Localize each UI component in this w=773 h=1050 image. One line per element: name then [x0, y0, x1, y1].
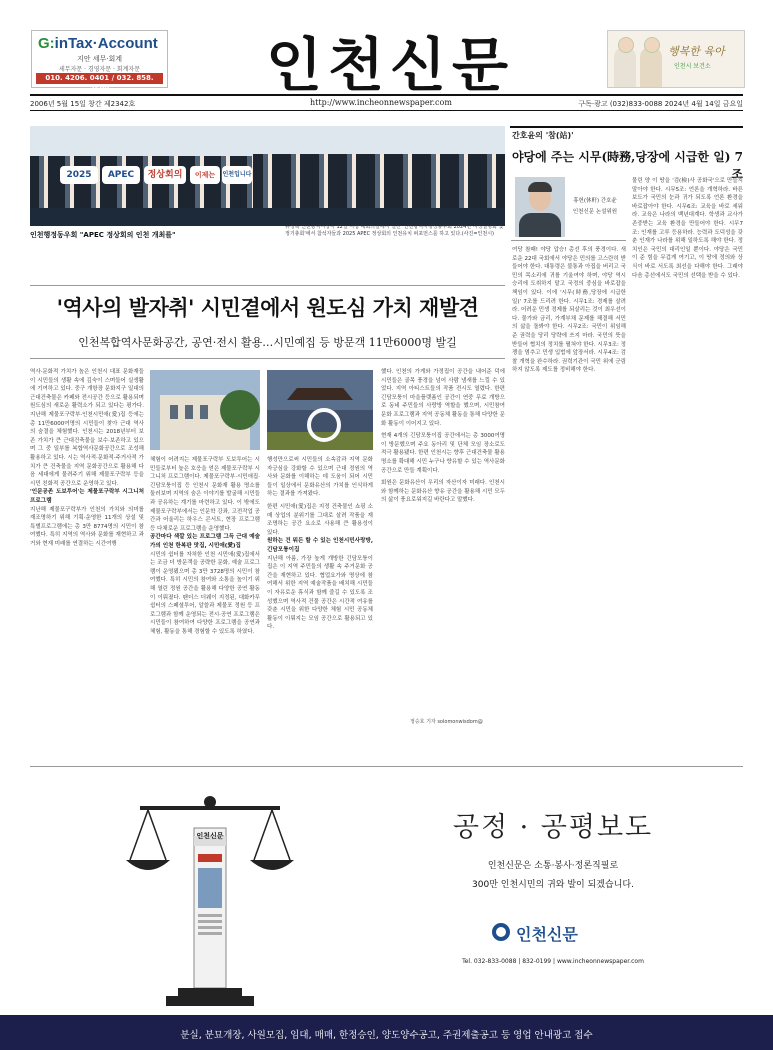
article-paragraph: 행성만으로써 시민들의 소속감과 지역 문화 자긍심을 강화할 수 있으며 근대 정원의 역사와 문화를 이해하는 데 도움이 되어 시민들이 일상에서 문화유산의 가치를 인식하게 하는 결과를 가져왔다.	[267, 457, 373, 498]
column-section-label	[510, 126, 743, 142]
ad-slogan: 공정 · 공평보도	[452, 812, 654, 843]
ad-contact-info: Tel. 032-833-0088 | 832-0199 | www.incheonnewspaper.com	[462, 958, 644, 965]
article-paragraph: 지난해 제물포구락부가 인천의 가치와 의미를 재조명하기 위해 기획·운영한 11개의 상설 및 특별프로그램에는 총 3만 8774명의 시민이 참여했다. 특히 지역의 역사와 문화를 재현하고 과거와 현재 미래를 연결하는 시간여행	[30, 506, 144, 547]
photo-caption-detail: 유정복 인천광역시장이 12일 시청 대회의실에서 열린 '인천광역시행정동우회 2024년 시정설명회 및 정기총회'에서 참석자들과 2025 APEC 정상회의 인천유치 퍼포먼스를 하고 있다.(사진=인천시)	[285, 224, 504, 237]
article-headline[interactable]: '역사의 발자취' 시민곁에서 원도심 가치 재발견	[56, 296, 479, 320]
article-paragraph: 체험이 어려지는 제물포구락부 도보투어는 시민들로부터 높은 호응을 얻은 제물포구락부 시그니처 프로그램이다. 제물포구락부·시민애집·긴담모퉁이집 등 인천시 문화재 활용 명소를 둘러보며 지역의 숨은 이야기를 발굴해 시민들과 공유하는 계기를 마련하고 있다. 이 밖에도 제물포구락부에서는 인문학 강좌, 고전작업 공간과 어울리는 하우스 콘서트, 현장 프로그램 등 다채로운 프로그램을 운영했다.	[150, 457, 260, 532]
article-column-3	[267, 456, 373, 730]
newspaper-logo[interactable]	[492, 921, 642, 945]
article-paragraph: 지난해 아름, 가장 높게 개방한 긴담모퉁이집은 이 지역 주민들의 생활 속 주거문화 공간을 재현하고 있다. 협업요가와 명상에 참여해서 위한 지역 예술작품을 배치해 시민들이 자유로운 휴식과 함께 즐길 수 있도록 조성했으며 역사적 건물 공간은 시간적 여유를 갖춘 시민을 위한 다양한 체험 시민 공동체 활동이 이뤄지는 모임 공간으로 활용되고 있다.	[267, 555, 373, 631]
garden-sculpture-photo[interactable]	[267, 370, 373, 450]
ad-sponsor: 인천시 보건소	[674, 63, 711, 70]
article-paragraph: 했다. 인천의 가게와 가정집이 공간을 내어준 덕에 시민들은 골목 풍경을 넘어 사람 냄새를 느낄 수 있었다. 지역 아티스트들의 작품 전시도 열렸다. 한편 긴담모퉁이 마을플랫폼인 공간이 연중 무료 개방으로 동네 주민들의 사랑방 역할을 했으며, 시민참여 문화 프로그램과 지역 공동체 활동을 통해 다양한 문화 활동이 이어지고 있다.	[381, 369, 505, 427]
placard: 2025	[60, 166, 98, 184]
article-subheadline: 인천복합역사문화공간, 공연·전시 활용…시민예집 등 방문객 11만6000명 발길	[78, 336, 457, 349]
newspaper-masthead[interactable]: 인천신문	[265, 31, 515, 99]
child-figure	[640, 47, 662, 87]
article-subheading: '인문공존 도보투어'는 제물포구락부 시그니처 프로그램	[30, 489, 144, 504]
article-paragraph: 한편 시민애(愛)집은 지정 건축물인 쇼핑 소매 상업의 분위기를 그대로 살려 작품을 재조명하는 공간 요소로 사용해 큰 활용성이 있다.	[267, 503, 373, 536]
ad-caption: 행복한 육아	[668, 45, 725, 58]
opinion-paragraph: 여당 참패! 야당 압승! 총선 후의 풍경이다. 새로운 22대 국회에서 야당은 민의를 고스란히 받들어야 한다. 대통령은 불통과 아집을 버리고 국민의 목소리에 귀를 기울여야 하며, 야당 역시 승리에 도취하지 말고 국정의 중심을 바로잡을 책임이 있다. 이에 '시무(時務,당장에 시급한 일)' 7조를 드리려 한다. 시무1조: 경제를 살려라. 어려운 민생 경제를 되살리는 것이 최우선이다. 물가와 금리, 가계부채 문제를 해결해 서민의 삶을 돌봐야 한다. 시무2조: 국민이 위임해 준 권력을 당리 당략에 쓰지 마라. 국민의 뜻을 받들어 협치의 정치를 펼쳐야 한다. 시무3조: 정쟁을 멈추고 민생 입법에 앞장서라. 시무4조: 검찰 개혁을 완수하라. 권력기관이 국민 위에 군림하지 않도록 제도를 정비해야 한다.	[512, 247, 626, 374]
child-figure	[614, 47, 636, 87]
logo-icon	[492, 923, 510, 941]
rolled-paper-masthead: 인천신문	[196, 832, 224, 840]
ad-message-line-1: 인천신문은 소통·봉사·정론직필로	[487, 861, 619, 871]
opinion-column-b	[632, 177, 743, 730]
article-byline: 정승호 기자 solomonwisdom@	[410, 719, 483, 725]
column-title[interactable]: 야당에 주는 시무(時務,당장에 시급한 일) 7조	[511, 150, 743, 181]
column-label-text: 간호윤의 '참(站)'	[512, 131, 574, 140]
scale-top	[204, 796, 216, 808]
placard: 이제는	[190, 166, 220, 184]
article-subheading: 공간마다 색깔 있는 프로그램 그득 근대 예술가의 인천 한복판 맛집, 시민애(愛)집	[150, 534, 260, 549]
subscription-date: 구독·광고 (032)833-0088 2024년 4월 14일 금요일	[578, 100, 743, 108]
ad-message-line-2: 300만 인천시민의 귀와 발이 되겠습니다.	[472, 880, 634, 890]
article-column-1	[30, 368, 144, 730]
scale-pan-right	[250, 860, 294, 870]
classified-ads-banner[interactable]	[0, 1015, 773, 1050]
article-subheading: 원하는 건 뭐든 할 수 있는 인천시민사랑방, 긴담모퉁이집	[267, 538, 373, 553]
opinion-paragraph: 물린 양 이 땅을 '검(檢)사 공화국'으로 만들지 말아야 한다. 시무5조: 언론을 개혁하라. 바른 보도가 국민의 눈과 귀가 되도록 언론 환경을 바로잡아야 한다. 시무6조: 교육을 바로 세워라. 교육은 나라의 백년대계다. 학생과 교사가 존중받는 교육 환경을 만들어야 한다. 시무7조: 인재를 고루 등용하라. 능력과 도덕성을 갖춘 인재가 나라를 위해 일하도록 해야 한다. 정치인은 국민의 대리인일 뿐이다. 야당은 국민이 준 힘을 무겁게 여기고, 이 땅에 정의와 상식이 바로 서도록 최선을 다해야 한다. 그래야 다음 총선에서도 국민의 선택을 받을 수 있다.	[632, 178, 743, 279]
article-paragraph: 역사·문화적 가치가 높은 인천시 대표 문화재들이 시민들의 생활 속에 깊숙이 스며들어 실생활에 기여하고 있다. 중구 개항장 문화지구 일대의 근대건축물은 카페와 전시공간 등으로 활용되며 원도심의 새로운 활력소가 되고 있다는 평가다. 지난해 제물포구락부·인천시민애(愛)집 등에는 총 11만6000여명의 시민들이 찾아 근대 역사의 숨결을 체험했다. 인천시는 2018년부터 보존 가치가 큰 근대건축물을 보수·보존하고 있으며 그 중 일부를 복합역사문화공간으로 조성해 활용하고 있다. 시는 역사적·문화적·주거사적 가치가 큰 건축물을 지역 문화공간으로 활용해 다음 세대에게 물려주기 위해 제물포구락부 등을 시민 친화적 공간으로 운영하고 있다.	[30, 369, 144, 487]
ad-services: 세무자문 · 경영자문 · 회계자문	[59, 66, 140, 73]
justice-scale-illustration	[120, 788, 300, 1013]
photo-caption-title: 인천행정동우회 "APEC 정상회의 인천 개최를"	[30, 231, 176, 239]
scale-pan-left	[126, 860, 170, 870]
founding-issue: 2006년 5월 15일 창간 제2342호	[30, 100, 136, 108]
website-link[interactable]: http://www.incheonnewspaper.com	[310, 98, 452, 107]
classified-ads-text: 분실, 분묘개장, 사원모집, 임대, 매매, 한정승인, 양도양수공고, 주권제출공고 등 영업 안내광고 접수	[180, 1030, 593, 1041]
event-photo-continued	[253, 126, 505, 226]
article-column-2	[150, 456, 260, 730]
ad-brand-name: inTax·Account	[54, 35, 158, 52]
childcare-ad[interactable]	[607, 30, 745, 88]
ad-phone-numbers: 010. 4206. 0401 / 032. 858. 2500	[36, 73, 163, 84]
tax-account-ad[interactable]	[31, 30, 168, 93]
logo-text: 인천신문	[516, 925, 578, 944]
event-photo[interactable]	[30, 126, 253, 226]
article-paragraph: 현재 4개의 긴담모퉁이집 공간에서는 총 3000여명이 방문했으며 주요 동아리 및 단체 모임 장소로도 적극 활용됐다. 한편 인천시는 향후 근대건축물 활용 명소를 확대해 시민 누구나 향유할 수 있는 역사문화 공간으로 만들 계획이다.	[381, 433, 505, 474]
ad-brand-g: G:	[38, 35, 55, 52]
placard: 인천입니다	[222, 166, 252, 184]
museum-building-photo[interactable]	[150, 370, 260, 450]
author-info	[570, 196, 620, 218]
author-title: 인천신문 논설위원	[572, 209, 618, 215]
scale-base	[178, 988, 242, 996]
opinion-column-a	[512, 246, 626, 730]
author-name: 휴헌(休軒) 간호윤	[573, 198, 617, 204]
article-paragraph: 회원은 문화유산이 우리의 자산이자 미래다. 인천시와 함께하는 문화유산 향유 공간을 활용해 시민 모두의 삶이 풍요로워지길 바란다고 말했다.	[381, 480, 505, 504]
ad-firm-name: 지안 세무·회계	[76, 55, 123, 63]
masthead-info-bar	[30, 94, 743, 111]
divider	[30, 285, 505, 286]
placard: 정상회의	[144, 166, 186, 184]
author-portrait	[515, 177, 565, 237]
article-paragraph: 시민의 쉼터를 자처한 인천 시민애(愛)집에서는 조금 더 방문객을 공략한 문화, 예술 프로그램이 운영됐으며 총 3만 3728명의 시민이 참여했다. 특히 시민의 참여와 소통을 높이기 위해 열린 정원 공간을 활용해 다양한 공연 활동이 이뤄졌다. 팬더스 더웨이 지정된, 대화카무 쉼터의 스페셜투어, 알쓸과 제물포 정원 등 프로그램과 함께 운영되는 전시·공연 프로그램은 시민들이 참여하여 다양한 프로그램을 공연과 체험, 활동을 통해 경험할 수 있도록 하였다.	[150, 551, 260, 635]
divider	[511, 240, 626, 241]
divider	[30, 358, 505, 359]
placard: APEC	[102, 166, 140, 184]
article-column-4	[381, 368, 505, 718]
